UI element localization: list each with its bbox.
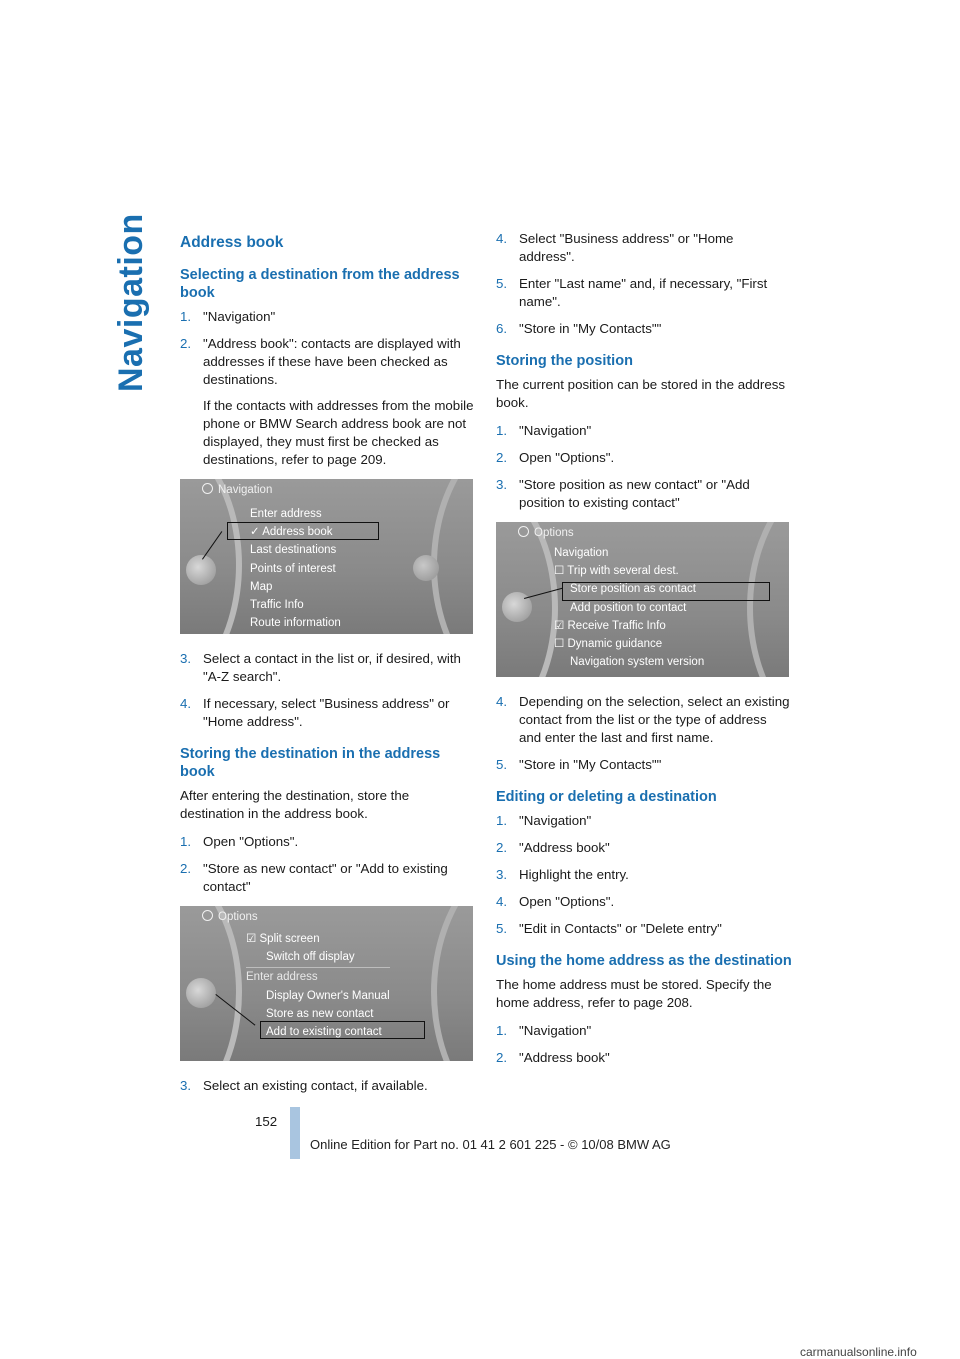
step-list — [496, 812, 792, 938]
menu-item-selected: Store position as contact — [570, 583, 696, 596]
step-list — [180, 308, 476, 469]
screen-title: Options — [218, 911, 258, 923]
step-text: Select a contact in the list or, if desired, with "A-Z search". — [203, 651, 461, 684]
options-icon — [202, 910, 213, 921]
subsection-title: Storing the position — [496, 353, 633, 369]
highlight-box — [260, 1021, 425, 1039]
menu-item: Traffic Info — [250, 598, 304, 611]
menu-item-selected: ✓ Address book — [250, 526, 333, 539]
step-text: If necessary, select "Business address" or "Home address". — [203, 696, 450, 729]
list-item — [180, 1077, 476, 1095]
footer-text: Online Edition for Part no. 01 41 2 601 225 - © 10/08 BMW AG — [310, 1137, 671, 1152]
list-item — [180, 650, 476, 686]
subsection-title: Selecting a destination from the address book — [180, 267, 460, 301]
display-frame-arc — [431, 479, 473, 634]
highlight-box — [227, 522, 379, 540]
paragraph: After entering the destination, store the destination in the address book. — [180, 788, 410, 821]
menu-item: Switch off display — [266, 951, 355, 964]
menu-item: ☐ Dynamic guidance — [554, 637, 663, 650]
step-text: "Store position as new contact" or "Add position to existing contact" — [519, 477, 750, 510]
step-number: 4. — [496, 894, 508, 909]
list-item — [496, 275, 792, 311]
list-item — [496, 756, 792, 774]
list-item — [496, 812, 792, 830]
list-item — [180, 860, 476, 896]
step-list — [180, 1077, 476, 1095]
step-number: 2. — [180, 336, 192, 351]
step-text: Select "Business address" or "Home address". — [519, 231, 734, 264]
step-number: 4. — [496, 694, 508, 709]
step-number: 3. — [180, 651, 192, 666]
menu-item: ☐ Trip with several dest. — [554, 565, 679, 578]
step-number: 3. — [180, 1078, 192, 1093]
footer-accent-bar — [290, 1107, 300, 1159]
step-text: Enter "Last name" and, if necessary, "First name". — [519, 276, 768, 309]
step-number: 1. — [180, 834, 192, 849]
left-column — [180, 230, 476, 1104]
step-number: 3. — [496, 477, 508, 492]
list-item — [496, 449, 792, 467]
step-text: Highlight the entry. — [519, 867, 629, 882]
controller-knob-icon — [186, 978, 216, 1008]
step-text: "Edit in Contacts" or "Delete entry" — [519, 921, 722, 936]
step-number: 6. — [496, 321, 508, 336]
list-item — [496, 1022, 792, 1040]
step-number: 2. — [496, 840, 508, 855]
paragraph: The home address must be stored. Specify the home address, refer to page 208. — [496, 977, 772, 1010]
chapter-title: Navigation — [112, 213, 150, 392]
display-frame-arc — [431, 906, 473, 1061]
screen-header — [202, 910, 258, 923]
step-text: "Address book": contacts are displayed with addresses if these have been checked as destinations. — [203, 336, 461, 387]
menu-item: Enter address — [250, 508, 322, 520]
step-list — [496, 1022, 792, 1067]
menu-group-label: Enter address — [246, 967, 390, 986]
menu-item: ☑ Receive Traffic Info — [554, 619, 666, 632]
step-text: "Navigation" — [519, 423, 592, 438]
menu-group-label: Navigation — [554, 547, 609, 559]
subsection-title: Using the home address as the destination — [496, 953, 792, 969]
step-number: 1. — [180, 309, 192, 324]
step-note: If the contacts with addresses from the mobile phone or BMW Search address book are not displayed, they must first be checked as destinations, refer to page 209. — [203, 398, 474, 467]
step-list — [496, 422, 792, 512]
subsection-title: Storing the destination in the address book — [180, 746, 441, 780]
menu-item: Route information — [250, 617, 341, 630]
menu-item: Points of interest — [250, 562, 336, 575]
step-list — [496, 693, 792, 774]
step-number: 5. — [496, 757, 508, 772]
page-number: 152 — [255, 1114, 278, 1129]
list-item — [496, 920, 792, 938]
screen-title: Options — [534, 527, 574, 539]
step-text: "Store in "My Contacts"" — [519, 757, 662, 772]
step-text: "Store as new contact" or "Add to existing contact" — [203, 861, 448, 894]
step-text: "Navigation" — [519, 813, 592, 828]
step-text: Select an existing contact, if available. — [203, 1078, 428, 1093]
step-list — [496, 230, 792, 338]
step-number: 4. — [180, 696, 192, 711]
menu-item: ☑ Split screen — [246, 933, 320, 945]
step-text: Depending on the selection, select an existing contact from the list or the type of address and enter the last and first name. — [519, 694, 790, 745]
menu-item: Last destinations — [250, 544, 337, 557]
step-number: 5. — [496, 276, 508, 291]
controller-knob-icon — [186, 555, 216, 585]
step-number: 5. — [496, 921, 508, 936]
menu-item: Display Owner's Manual — [266, 989, 390, 1002]
step-text: Open "Options". — [519, 894, 615, 909]
step-list — [180, 650, 476, 731]
menu-item: Navigation system version — [570, 656, 705, 669]
screen-header — [518, 526, 574, 539]
paragraph: The current position can be stored in the address book. — [496, 377, 786, 410]
menu-item: Add position to contact — [570, 601, 687, 614]
step-text: "Navigation" — [519, 1023, 592, 1038]
step-text: Open "Options". — [203, 834, 299, 849]
list-item — [496, 839, 792, 857]
section-title: Address book — [180, 234, 284, 251]
step-text: "Navigation" — [203, 309, 276, 324]
list-item — [180, 335, 476, 469]
list-item — [180, 833, 476, 851]
step-number: 2. — [180, 861, 192, 876]
list-item — [180, 308, 476, 326]
subsection-title: Editing or deleting a destination — [496, 789, 717, 805]
step-text: Open "Options". — [519, 450, 615, 465]
list-item — [496, 893, 792, 911]
display-frame-arc — [180, 479, 242, 634]
chapter-side-tab — [112, 213, 152, 392]
watermark: carmanualsonline.info — [800, 1345, 917, 1359]
step-number: 1. — [496, 813, 508, 828]
screen-options-menu — [180, 906, 473, 1061]
right-column — [496, 230, 792, 1076]
list-item — [180, 695, 476, 731]
step-number: 1. — [496, 423, 508, 438]
menu-item: Map — [250, 580, 273, 593]
step-text: "Address book" — [519, 840, 610, 855]
list-item — [496, 320, 792, 338]
menu-item-selected: Add to existing contact — [266, 1025, 382, 1038]
controller-knob-icon — [413, 555, 439, 581]
list-item — [496, 422, 792, 440]
list-item — [496, 476, 792, 512]
screen-title: Navigation — [218, 484, 273, 496]
screen-navigation-menu — [180, 479, 473, 634]
step-number: 1. — [496, 1023, 508, 1038]
step-number: 3. — [496, 867, 508, 882]
list-item — [496, 1049, 792, 1067]
step-list — [180, 833, 476, 896]
screen-header — [202, 483, 272, 496]
step-number: 2. — [496, 1050, 508, 1065]
screen-menu — [554, 544, 704, 671]
step-text: "Address book" — [519, 1050, 610, 1065]
list-item — [496, 693, 792, 747]
step-number: 2. — [496, 450, 508, 465]
step-text: "Store in "My Contacts"" — [519, 321, 662, 336]
options-icon — [518, 526, 529, 537]
step-number: 4. — [496, 231, 508, 246]
highlight-box — [562, 582, 770, 601]
list-item — [496, 866, 792, 884]
navigation-icon — [202, 483, 213, 494]
menu-item: Store as new contact — [266, 1007, 374, 1020]
screen-options-navigation-menu — [496, 522, 789, 677]
list-item — [496, 230, 792, 266]
